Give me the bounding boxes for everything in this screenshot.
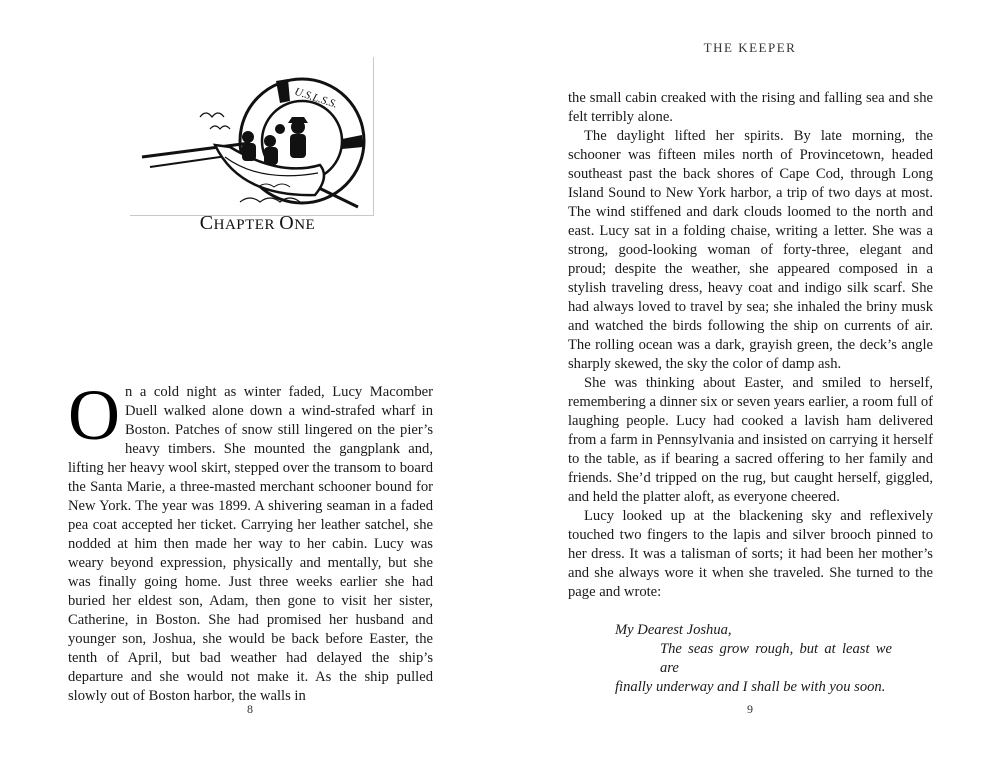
drop-cap: O bbox=[68, 375, 120, 455]
chapter-title-part-2: NE bbox=[294, 217, 316, 233]
left-page-number: 8 bbox=[247, 702, 253, 716]
opening-paragraph-text: n a cold night as winter faded, Lucy Macomber Duell walked alone down a wind-strafed wharf in Boston. Patches of snow still lingered on the pier’s heavy timbers. She mounted the gangplank and, lifting her heavy wool skirt, stepped over the transom to board the Santa Marie, a three-masted merchant schooner bound for New York. The year was 1899. A shivering seaman in a faded pea coat accepted her ticket. Carrying her leather satchel, she nodded at him then made her way to her cabin. Lucy was weary beyond expression, physically and mentally, but she was finally going home. Just three weeks earlier she had buried her eldest son, Adam, then gone to visit her sister, Catherine, in Boston. She had promised her husband and younger son, Joshua, she would be back before Easter, the tenth of April, but bad weather had delayed the ship’s departure and she would not make it. As the ship pulled slowly out of Boston harbor, the walls in bbox=[68, 384, 433, 704]
paragraph-2: The daylight lifted her spirits. By late morning, the schooner was fifteen miles north of Provincetown, headed southeast past the back shores of Cape Cod, through Long Island Sound to New York harbor, a trip of two days at most. The wind stiffened and dark clouds loomed to the north and east. Lucy sat in a folding chaise, writing a letter. She was a strong, good-looking woman of forty-three, elegant and proud; despite the weather, she appeared composed in a stylish traveling dress, heavy coat and indigo silk scarf. She had always loved to travel by sea; she inhaled the briny musk and watched the birds following the ship on currents of air. The rolling ocean was a dark, grayish green, the deck’s angle sharply skewed, the sky the color of damp ash. bbox=[568, 128, 933, 372]
paragraph-3: She was thinking about Easter, and smiled to herself, remembering a dinner six or seven years earlier, a room full of laughing people. Lucy had cooked a lavish ham delivered from a farm in Pennsylvania and insisted on carrying it herself to the table, as if bearing a sacred offering to her family and friends. She’d tripped on the rug, but caught herself, giggled, and held the platter aloft, as everyone cheered. bbox=[568, 375, 933, 505]
chapter-title bbox=[130, 212, 385, 235]
chapter-opening-text bbox=[68, 375, 433, 706]
right-page bbox=[500, 0, 1000, 773]
right-page-number: 9 bbox=[747, 702, 753, 716]
letter-line-3: finally underway and I shall be with you soon. bbox=[615, 679, 886, 695]
letter-excerpt bbox=[615, 621, 892, 697]
letter-line-2: The seas grow rough, but at least we are bbox=[660, 641, 892, 676]
chapter-title-initial: C bbox=[199, 212, 214, 234]
lifeboat-and-lifering-illustration-icon bbox=[130, 57, 373, 215]
opening-paragraph bbox=[68, 375, 433, 706]
letter-salutation: My Dearest Joshua, bbox=[615, 622, 732, 638]
right-page-text bbox=[568, 89, 933, 697]
chapter-illustration bbox=[130, 57, 374, 216]
chapter-title-initial-2: O bbox=[279, 212, 295, 234]
chapter-title-part-1: HAPTER bbox=[213, 217, 280, 233]
emblem-text: U.S.L.S.S. bbox=[292, 85, 339, 111]
paragraph-1: the small cabin creaked with the rising and falling sea and she felt terribly alone. bbox=[568, 90, 933, 125]
running-head: THE KEEPER bbox=[703, 40, 797, 55]
paragraph-4: Lucy looked up at the blackening sky and reflexively touched two fingers to the lapis and silver brooch pinned to her dress. It was a talisman of sorts; it had been her mother’s and she always wore it when she traveled. She turned to the page and wrote: bbox=[568, 508, 933, 600]
